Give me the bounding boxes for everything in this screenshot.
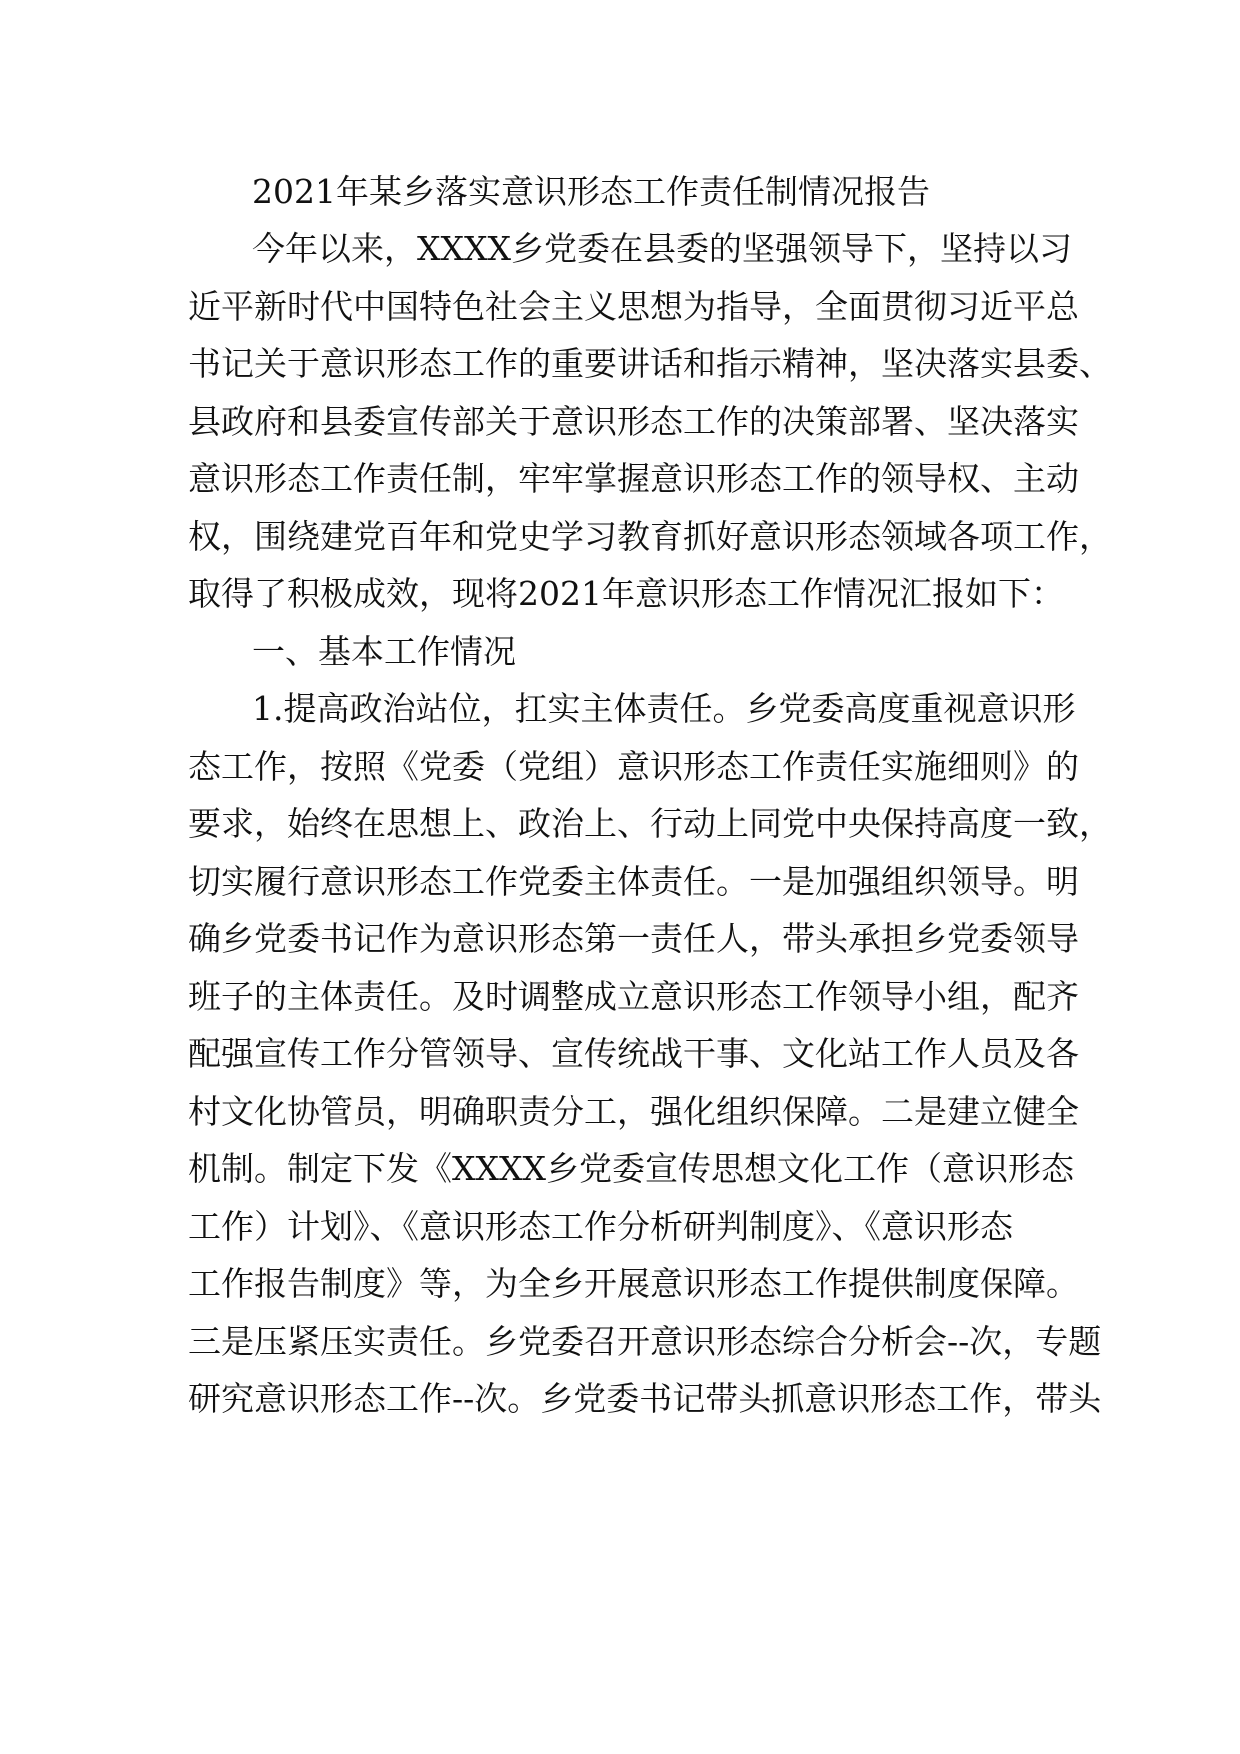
section-heading: 一、基本工作情况 — [252, 632, 516, 671]
text-line: 态工作，按照《党委（党组）意识形态工作责任实施细则》的 — [188, 747, 1079, 786]
text-line: 三是压紧压实责任。乡党委召开意识形态综合分析会--次，专题 — [188, 1322, 1102, 1361]
text-line: 确乡党委书记作为意识形态第一责任人，带头承担乡党委领导 — [188, 919, 1079, 958]
text-line: 工作）计划》、《意识形态工作分析研判制度》、《意识形态 — [188, 1207, 1013, 1246]
text-line: 近平新时代中国特色社会主义思想为指导，全面贯彻习近平总 — [188, 287, 1079, 326]
text-line: 书记关于意识形态工作的重要讲话和指示精神，坚决落实县委、 — [188, 344, 1112, 383]
document-title: 2021年某乡落实意识形态工作责任制情况报告 — [252, 172, 930, 211]
text-line: 机制。制定下发《XXXX乡党委宣传思想文化工作（意识形态 — [188, 1149, 1074, 1188]
text-line: 工作报告制度》等，为全乡开展意识形态工作提供制度保障。 — [188, 1264, 1079, 1303]
text-line: 班子的主体责任。及时调整成立意识形态工作领导小组，配齐 — [188, 977, 1079, 1016]
text-line: 取得了积极成效，现将2021年意识形态工作情况汇报如下： — [188, 574, 1064, 613]
text-line: 权，围绕建党百年和党史学习教育抓好意识形态领域各项工作， — [188, 517, 1112, 556]
text-line: 村文化协管员，明确职责分工，强化组织保障。二是建立健全 — [188, 1092, 1079, 1131]
text-line: 今年以来，XXXX乡党委在县委的坚强领导下，坚持以习 — [252, 229, 1072, 268]
text-line: 研究意识形态工作--次。乡党委书记带头抓意识形态工作，带头 — [188, 1379, 1102, 1418]
text-line: 配强宣传工作分管领导、宣传统战干事、文化站工作人员及各 — [188, 1034, 1079, 1073]
text-line: 意识形态工作责任制，牢牢掌握意识形态工作的领导权、主动 — [188, 459, 1079, 498]
text-line: 要求，始终在思想上、政治上、行动上同党中央保持高度一致， — [188, 804, 1112, 843]
text-line: 切实履行意识形态工作党委主体责任。一是加强组织领导。明 — [188, 862, 1079, 901]
text-line: 县政府和县委宣传部关于意识形态工作的决策部署、坚决落实 — [188, 402, 1079, 441]
text-line: 1.提高政治站位，扛实主体责任。乡党委高度重视意识形 — [252, 689, 1076, 728]
